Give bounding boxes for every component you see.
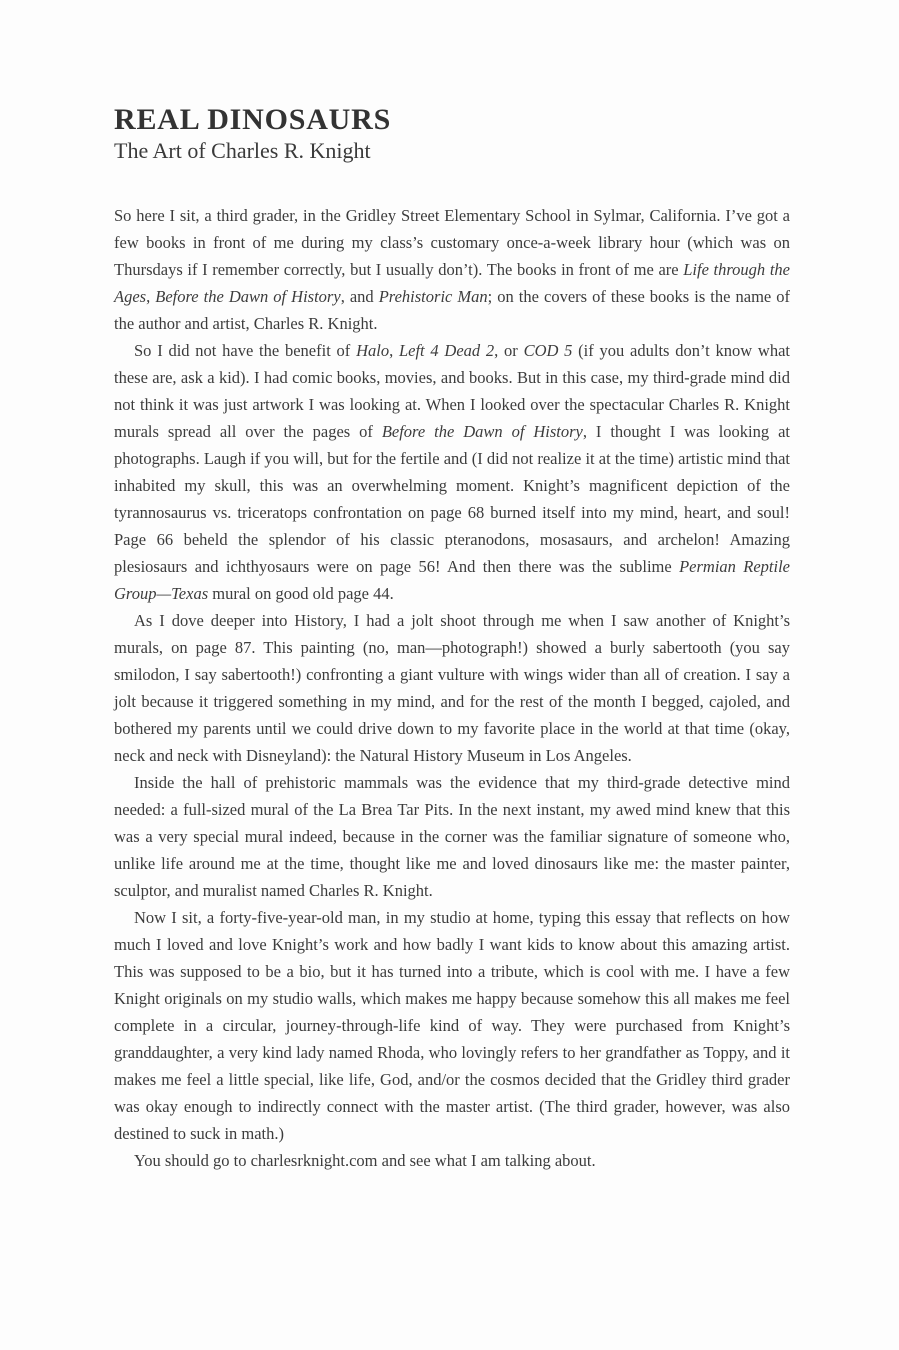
body-text: (if you adults don’t know what these are, ask a kid). I had comic books, movies, and books. But in this case, my third-grade mind did not think it was just artwork I was looking at. When I looked over the spectacular Charles R. Knight murals spread all over the pages of — [114, 341, 791, 441]
body-text: You should go to charlesrknight.com and see what I am talking about. — [134, 1151, 596, 1170]
page-subtitle: The Art of Charles R. Knight — [114, 138, 371, 163]
body-text: , — [146, 287, 156, 306]
body-text: , and — [340, 287, 379, 306]
italic-text: Before the Dawn of History — [155, 287, 341, 306]
paragraph-1 — [114, 202, 790, 337]
body-text: mural on good old page 44. — [208, 584, 394, 603]
italic-text: Permian Reptile Group—Texas — [114, 557, 791, 603]
body-text: So here I sit, a third grader, in the Gridley Street Elementary School in Sylmar, California. I’ve got a few books in front of me during my class’s customary once-a-week library hour (which was on Thursdays if I remember correctly, but I usually don’t). The books in front of me are — [114, 206, 790, 279]
paragraph-3 — [114, 607, 790, 769]
body-text: , or — [494, 341, 524, 360]
body-text: So I did not have the benefit of — [134, 341, 357, 360]
paragraph-5 — [114, 904, 790, 1147]
body-text: Inside the hall of prehistoric mammals was the evidence that my third-grade detective mind needed: a full-sized mural of the La Brea Tar Pits. In the next instant, my awed mind knew that this was a very special mural indeed, because in the corner was the familiar signature of someone who, unlike life around me at the time, thought like me and loved dinosaurs like me: the master painter, sculptor, and muralist named Charles R. Knight. — [114, 773, 790, 900]
italic-text: Before the Dawn of History — [381, 422, 583, 441]
italic-text: Life through the Ages — [114, 260, 790, 306]
paragraph-4 — [114, 769, 790, 904]
italic-text: Left 4 Dead 2 — [398, 341, 495, 360]
body-text: , — [389, 341, 399, 360]
body-text: As I dove deeper into History, I had a jolt shoot through me when I saw another of Knight’s murals, on page 87. This painting (no, man—photograph!) showed a burly sabertooth (you say smilodon, I say sabertooth!) confronting a giant vulture with wings wider than all of creation. I say a jolt because it triggered something in my mind, and for the rest of the month I begged, cajoled, and bothered my parents until we could drive down to my favorite place in the world at that time (okay, neck and neck with Disneyland): the Natural History Museum in Los Angeles. — [114, 611, 790, 765]
paragraph-6 — [114, 1147, 790, 1174]
body-text: Now I sit, a forty-five-year-old man, in my studio at home, typing this essay that reflects on how much I loved and love Knight’s work and how badly I want kids to know about this amazing artist. This was supposed to be a bio, but it has turned into a tribute, which is cool with me. I have a few Knight originals on my studio walls, which makes me happy because somehow this all makes me feel complete in a circular, journey-through-life kind of way. They were purchased from Knight’s granddaughter, a very kind lady named Rhoda, who lovingly refers to her grandfather as Toppy, and it makes me feel a little special, like life, God, and/or the cosmos decided that the Gridley third grader was okay enough to indirectly connect with the master artist. (The third grader, however, was also destined to suck in math.) — [114, 908, 790, 1143]
italic-text: Halo — [356, 341, 390, 360]
body-text: , I thought I was looking at photographs. Laugh if you will, but for the fertile and (I did not realize it at the time) artistic mind that inhabited my skull, this was an overwhelming moment. Knight’s magnificent depiction of the tyrannosaurus vs. triceratops confrontation on page 68 burned itself into my mind, heart, and soul! Page 66 beheld the splendor of his classic pteranodons, mosasaurs, and archelon! Amazing plesiosaurs and ichthyosaurs were on page 56! And then there was the sublime — [114, 422, 790, 576]
page-content — [114, 104, 790, 1174]
article-body — [114, 202, 790, 1174]
italic-text: Prehistoric Man — [378, 287, 488, 306]
body-text: ; on the covers of these books is the name of the author and artist, Charles R. Knight. — [114, 287, 791, 333]
italic-text: COD 5 — [523, 341, 573, 360]
paragraph-2 — [114, 337, 790, 607]
page-title: REAL DINOSAURS — [114, 103, 392, 136]
